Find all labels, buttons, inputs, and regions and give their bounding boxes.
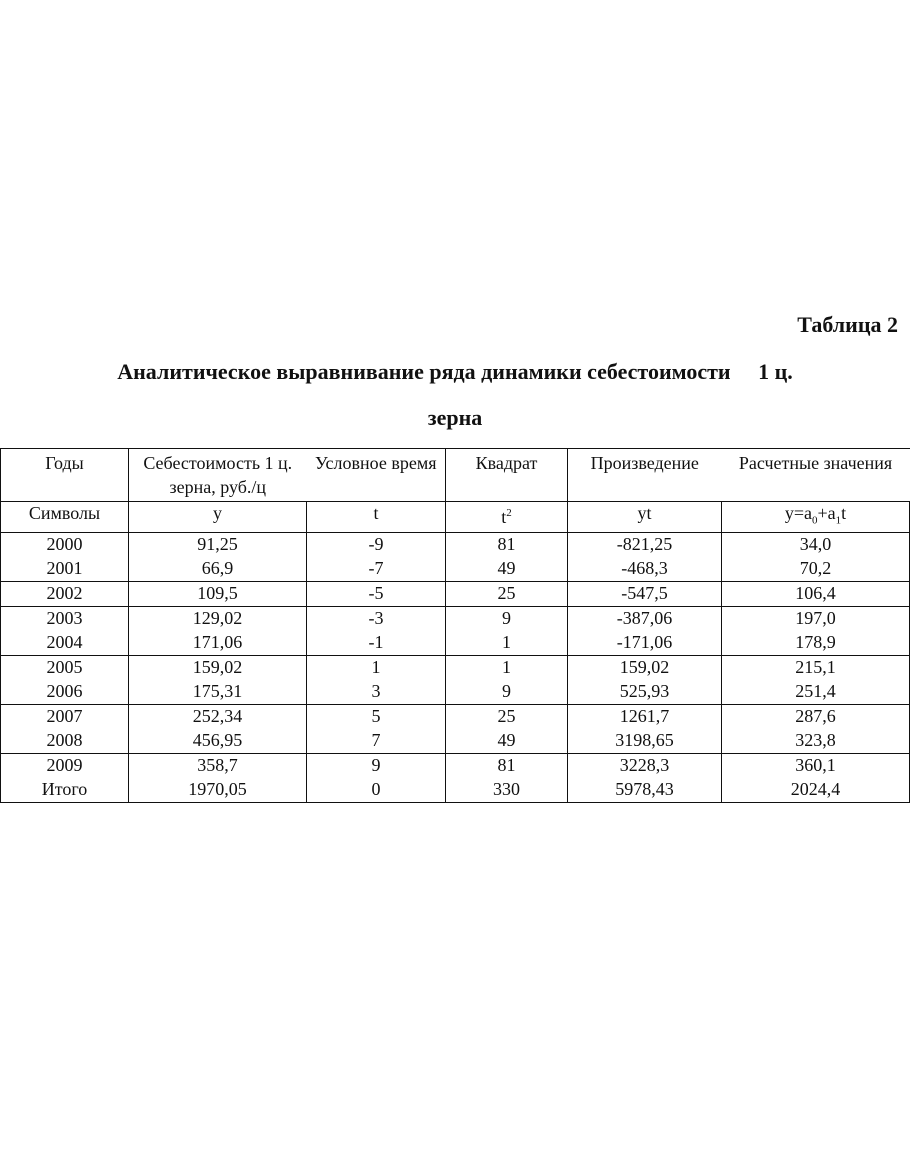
cell-year: 2000 — [1, 532, 129, 557]
cell-y: 159,02 — [129, 655, 307, 680]
header-conditional-time: Условное время — [307, 449, 446, 502]
cell-yt: -468,3 — [568, 557, 722, 582]
cell-calc: 106,4 — [722, 581, 910, 606]
cell-calc: 360,1 — [722, 753, 910, 778]
total-y: 1970,05 — [129, 778, 307, 803]
symbol-t-squared: $t^2$ — [446, 502, 568, 533]
total-label: Итого — [1, 778, 129, 803]
cell-t2: 49 — [446, 729, 568, 754]
data-table — [0, 448, 910, 803]
header-cost: Себестоимость 1 ц. зерна, руб./ц — [129, 449, 307, 502]
cell-calc: 197,0 — [722, 606, 910, 631]
header-square: Квадрат — [446, 449, 568, 502]
cell-y: 175,31 — [129, 680, 307, 705]
cell-t: -9 — [307, 532, 446, 557]
cell-yt: 3198,65 — [568, 729, 722, 754]
total-t: 0 — [307, 778, 446, 803]
cell-t: -7 — [307, 557, 446, 582]
table-row — [1, 729, 910, 754]
header-row — [1, 449, 910, 502]
cell-y: 91,25 — [129, 532, 307, 557]
cell-y: 358,7 — [129, 753, 307, 778]
table-row — [1, 532, 910, 557]
cell-year: 2009 — [1, 753, 129, 778]
cell-year: 2005 — [1, 655, 129, 680]
table-title-line-1: Аналитическое выравнивание ряда динамики себестоимости 1 ц. — [117, 359, 793, 384]
cell-year: 2002 — [1, 581, 129, 606]
cell-y: 252,34 — [129, 704, 307, 729]
header-product: Произведение — [568, 449, 722, 502]
table-row — [1, 753, 910, 778]
table-row — [1, 704, 910, 729]
symbols-row — [1, 502, 910, 533]
cell-yt: -387,06 — [568, 606, 722, 631]
data-rows — [1, 532, 910, 778]
cell-t2: 9 — [446, 680, 568, 705]
cell-calc: 178,9 — [722, 631, 910, 656]
cell-t2: 25 — [446, 581, 568, 606]
cell-y: 129,02 — [129, 606, 307, 631]
cell-calc: 323,8 — [722, 729, 910, 754]
symbol-t: t — [307, 502, 446, 533]
total-row — [1, 778, 910, 803]
cell-y: 109,5 — [129, 581, 307, 606]
cell-year: 2008 — [1, 729, 129, 754]
cell-yt: 1261,7 — [568, 704, 722, 729]
cell-t: 5 — [307, 704, 446, 729]
total-yt: 5978,43 — [568, 778, 722, 803]
cell-t: -3 — [307, 606, 446, 631]
cell-year: 2004 — [1, 631, 129, 656]
cell-t2: 9 — [446, 606, 568, 631]
cell-t: 1 — [307, 655, 446, 680]
table-title-line-2: зерна — [427, 405, 483, 430]
header-years: Годы — [1, 449, 129, 502]
total-t2: 330 — [446, 778, 568, 803]
cell-year: 2006 — [1, 680, 129, 705]
cell-calc: 215,1 — [722, 655, 910, 680]
cell-y: 171,06 — [129, 631, 307, 656]
cell-t2: 49 — [446, 557, 568, 582]
cell-y: 66,9 — [129, 557, 307, 582]
total-calc: 2024,4 — [722, 778, 910, 803]
table-number-label: Таблица 2 — [797, 312, 898, 337]
table-row — [1, 655, 910, 680]
cell-yt: -821,25 — [568, 532, 722, 557]
cell-t: 3 — [307, 680, 446, 705]
table-row — [1, 606, 910, 631]
symbol-y: y — [129, 502, 307, 533]
cell-yt: 159,02 — [568, 655, 722, 680]
cell-yt: -171,06 — [568, 631, 722, 656]
symbol-yt: yt — [568, 502, 722, 533]
cell-y: 456,95 — [129, 729, 307, 754]
cell-calc: 251,4 — [722, 680, 910, 705]
cell-t2: 81 — [446, 532, 568, 557]
table-row — [1, 557, 910, 582]
header-calculated-values: Расчетные значения — [722, 449, 910, 502]
cell-year: 2007 — [1, 704, 129, 729]
cell-calc: 70,2 — [722, 557, 910, 582]
cell-yt: -547,5 — [568, 581, 722, 606]
cell-yt: 3228,3 — [568, 753, 722, 778]
symbol-formula: $y=a_0+a_1t$ — [722, 502, 910, 533]
cell-calc: 287,6 — [722, 704, 910, 729]
cell-t2: 1 — [446, 631, 568, 656]
cell-yt: 525,93 — [568, 680, 722, 705]
cell-t2: 25 — [446, 704, 568, 729]
cell-t: -5 — [307, 581, 446, 606]
cell-t2: 1 — [446, 655, 568, 680]
symbols-label: Символы — [1, 502, 129, 533]
cell-t: -1 — [307, 631, 446, 656]
table-row — [1, 631, 910, 656]
cell-t: 9 — [307, 753, 446, 778]
cell-calc: 34,0 — [722, 532, 910, 557]
cell-year: 2001 — [1, 557, 129, 582]
cell-t: 7 — [307, 729, 446, 754]
table-row — [1, 680, 910, 705]
cell-year: 2003 — [1, 606, 129, 631]
cell-t2: 81 — [446, 753, 568, 778]
table-row — [1, 581, 910, 606]
